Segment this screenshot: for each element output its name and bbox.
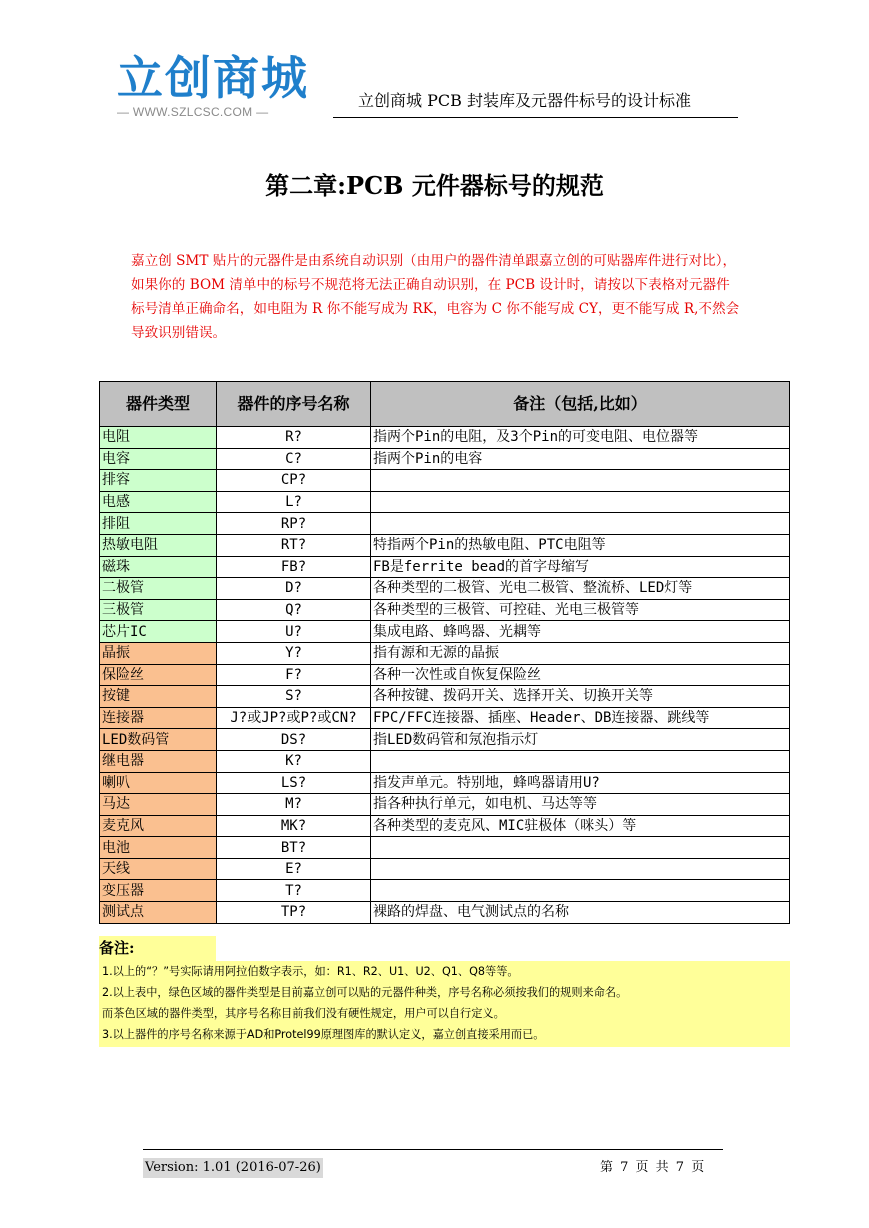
table-row bbox=[100, 664, 790, 686]
table-row bbox=[100, 491, 790, 513]
note-cell bbox=[371, 513, 790, 535]
table-row bbox=[100, 729, 790, 751]
designator-table bbox=[99, 381, 790, 924]
designator-cell: K? bbox=[217, 750, 371, 772]
designator-cell: DS? bbox=[217, 729, 371, 751]
notes-box bbox=[99, 961, 790, 1047]
component-type-cell: 二极管 bbox=[100, 578, 217, 600]
chapter-title: 第二章:PCB 元件器标号的规范 bbox=[265, 171, 604, 200]
document-header-title: 立创商城 PCB 封装库及元器件标号的设计标准 bbox=[358, 91, 691, 110]
component-type-cell: 变压器 bbox=[100, 880, 217, 902]
note-cell bbox=[371, 880, 790, 902]
component-type-cell: 按键 bbox=[100, 686, 217, 708]
component-type-cell: 电阻 bbox=[100, 427, 217, 449]
table-row bbox=[100, 556, 790, 578]
designator-cell: Q? bbox=[217, 599, 371, 621]
table-row bbox=[100, 621, 790, 643]
note-cell: 指发声单元。特别地，蜂鸣器请用U? bbox=[371, 772, 790, 794]
table-row bbox=[100, 686, 790, 708]
note-cell: 特指两个Pin的热敏电阻、PTC电阻等 bbox=[371, 534, 790, 556]
table-row bbox=[100, 815, 790, 837]
note-cell: 指两个Pin的电阻，及3个Pin的可变电阻、电位器等 bbox=[371, 427, 790, 449]
component-type-cell: 喇叭 bbox=[100, 772, 217, 794]
designator-cell: F? bbox=[217, 664, 371, 686]
designator-cell: LS? bbox=[217, 772, 371, 794]
note-cell: 集成电路、蜂鸣器、光耦等 bbox=[371, 621, 790, 643]
table-row bbox=[100, 837, 790, 859]
logo-text: 立创商城 bbox=[117, 51, 309, 105]
designator-cell: FB? bbox=[217, 556, 371, 578]
table-row bbox=[100, 470, 790, 492]
table-row bbox=[100, 707, 790, 729]
component-type-cell: 天线 bbox=[100, 858, 217, 880]
intro-paragraph: 嘉立创 SMT 贴片的元器件是由系统自动识别（由用户的器件清单跟嘉立创的可贴器库件进行对比），如果你的 BOM 清单中的标号不规范将无法正确自动识别，在 PCB 设计时，请按以下表格对元器件标号清单正确命名，如电阻为 R 你不能写成为 RK，电容为 C 你不能写成 CY，更不能写成 R,不然会导致识别错误。 bbox=[131, 253, 740, 341]
designator-cell: L? bbox=[217, 491, 371, 513]
logo-url: — WWW.SZLCSC.COM — bbox=[117, 105, 269, 119]
note-cell: 指有源和无源的晶振 bbox=[371, 642, 790, 664]
component-type-cell: 三极管 bbox=[100, 599, 217, 621]
component-type-cell: 测试点 bbox=[100, 902, 217, 924]
designator-cell: BT? bbox=[217, 837, 371, 859]
note-line: 2.以上表中，绿色区域的器件类型是目前嘉立创可以贴的元器件种类，序号名称必须按我们的规则来命名。 bbox=[102, 986, 628, 999]
designator-cell: RT? bbox=[217, 534, 371, 556]
table-row bbox=[100, 642, 790, 664]
table-row bbox=[100, 599, 790, 621]
table-row bbox=[100, 880, 790, 902]
header-divider bbox=[333, 117, 738, 118]
note-cell: FB是ferrite bead的首字母缩写 bbox=[371, 556, 790, 578]
designator-cell: C? bbox=[217, 448, 371, 470]
footer-divider bbox=[143, 1149, 723, 1150]
note-line: 而茶色区域的器件类型，其序号名称目前我们没有硬性规定，用户可以自行定义。 bbox=[102, 1007, 505, 1020]
component-type-cell: 连接器 bbox=[100, 707, 217, 729]
notes-heading: 备注: bbox=[99, 936, 216, 961]
designator-cell: M? bbox=[217, 794, 371, 816]
note-cell: 各种类型的三极管、可控硅、光电三极管等 bbox=[371, 599, 790, 621]
designator-cell: D? bbox=[217, 578, 371, 600]
note-cell bbox=[371, 491, 790, 513]
table-row bbox=[100, 578, 790, 600]
note-line: 3.以上器件的序号名称来源于AD和Protel99原理图库的默认定义，嘉立创直接采用而已。 bbox=[102, 1028, 545, 1041]
component-type-cell: 芯片IC bbox=[100, 621, 217, 643]
designator-cell: RP? bbox=[217, 513, 371, 535]
table-row bbox=[100, 858, 790, 880]
component-type-cell: 磁珠 bbox=[100, 556, 217, 578]
designator-cell: Y? bbox=[217, 642, 371, 664]
designator-cell: E? bbox=[217, 858, 371, 880]
note-cell bbox=[371, 750, 790, 772]
note-cell: 指LED数码管和氖泡指示灯 bbox=[371, 729, 790, 751]
note-line: 1.以上的“？”号实际请用阿拉伯数字表示，如：R1、R2、U1、U2、Q1、Q8等等。 bbox=[102, 965, 519, 978]
component-type-cell: 排容 bbox=[100, 470, 217, 492]
component-type-cell: 电容 bbox=[100, 448, 217, 470]
version-label: Version: 1.01 (2016-07-26) bbox=[143, 1158, 323, 1178]
note-cell bbox=[371, 837, 790, 859]
table-body bbox=[100, 427, 790, 924]
designator-cell: U? bbox=[217, 621, 371, 643]
table-row bbox=[100, 427, 790, 449]
component-type-cell: LED数码管 bbox=[100, 729, 217, 751]
component-type-cell: 马达 bbox=[100, 794, 217, 816]
note-cell: 各种一次性或自恢复保险丝 bbox=[371, 664, 790, 686]
designator-cell: J?或JP?或P?或CN? bbox=[217, 707, 371, 729]
designator-cell: MK? bbox=[217, 815, 371, 837]
component-type-cell: 麦克风 bbox=[100, 815, 217, 837]
note-cell: 指各种执行单元，如电机、马达等等 bbox=[371, 794, 790, 816]
table-row bbox=[100, 534, 790, 556]
note-cell: 指两个Pin的电容 bbox=[371, 448, 790, 470]
component-type-cell: 电感 bbox=[100, 491, 217, 513]
table-row bbox=[100, 794, 790, 816]
designator-cell: R? bbox=[217, 427, 371, 449]
note-cell: FPC/FFC连接器、插座、Header、DB连接器、跳线等 bbox=[371, 707, 790, 729]
component-type-cell: 热敏电阻 bbox=[100, 534, 217, 556]
table-row bbox=[100, 902, 790, 924]
logo bbox=[117, 52, 317, 122]
designator-cell: CP? bbox=[217, 470, 371, 492]
note-cell bbox=[371, 858, 790, 880]
note-cell: 各种类型的二极管、光电二极管、整流桥、LED灯等 bbox=[371, 578, 790, 600]
component-type-cell: 电池 bbox=[100, 837, 217, 859]
designator-cell: T? bbox=[217, 880, 371, 902]
table-row bbox=[100, 772, 790, 794]
note-cell: 裸路的焊盘、电气测试点的名称 bbox=[371, 902, 790, 924]
designator-cell: S? bbox=[217, 686, 371, 708]
column-header-note: 备注（包括,比如） bbox=[371, 382, 790, 427]
table-row bbox=[100, 750, 790, 772]
table-header-row bbox=[100, 382, 790, 427]
page-number: 第 7 页 共 7 页 bbox=[600, 1160, 705, 1175]
note-cell: 各种按键、拨码开关、选择开关、切换开关等 bbox=[371, 686, 790, 708]
table-row bbox=[100, 448, 790, 470]
column-header-type: 器件类型 bbox=[100, 382, 217, 427]
note-cell bbox=[371, 470, 790, 492]
designator-cell: TP? bbox=[217, 902, 371, 924]
note-cell: 各种类型的麦克风、MIC驻极体（咪头）等 bbox=[371, 815, 790, 837]
component-type-cell: 继电器 bbox=[100, 750, 217, 772]
column-header-code: 器件的序号名称 bbox=[217, 382, 371, 427]
component-type-cell: 排阻 bbox=[100, 513, 217, 535]
component-type-cell: 保险丝 bbox=[100, 664, 217, 686]
table-row bbox=[100, 513, 790, 535]
component-type-cell: 晶振 bbox=[100, 642, 217, 664]
